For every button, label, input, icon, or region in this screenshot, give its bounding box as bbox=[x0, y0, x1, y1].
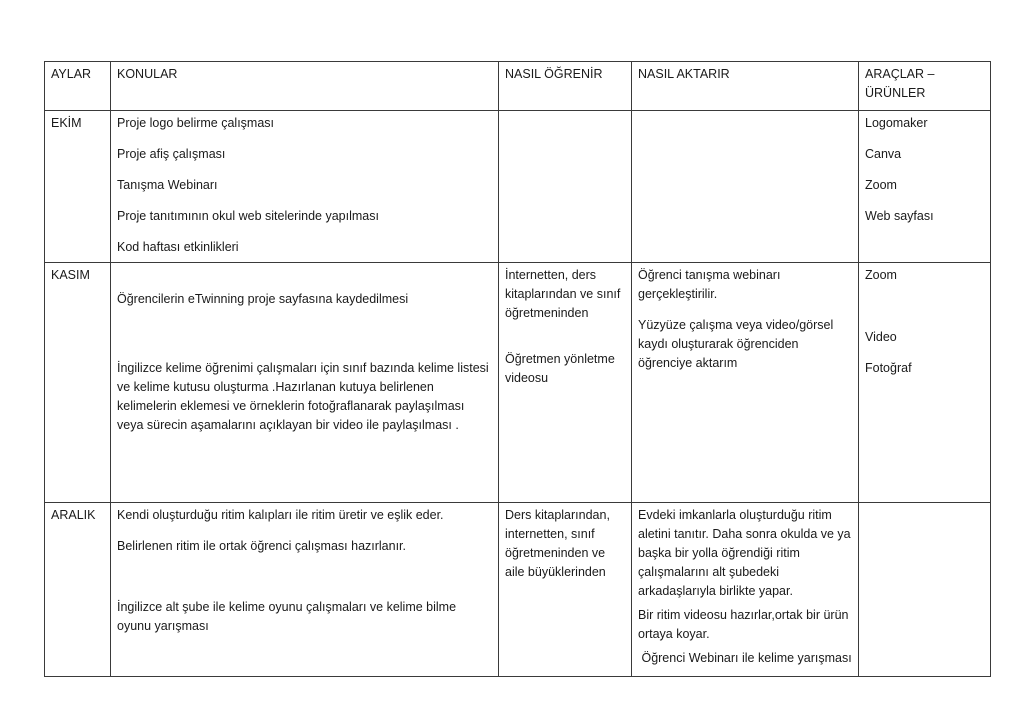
month-cell: KASIM bbox=[45, 263, 111, 503]
topic-item: Kendi oluşturduğu ritim kalıpları ile ritim üretir ve eşlik eder. bbox=[117, 508, 444, 522]
tool-item: Canva bbox=[865, 147, 902, 161]
learn-cell bbox=[499, 503, 632, 677]
topic-item: Belirlenen ritim ile ortak öğrenci çalışması hazırlanır. bbox=[117, 539, 407, 553]
topic-item: Proje tanıtımının okul web sitelerinde yapılması bbox=[117, 209, 379, 223]
tool-item: Web sayfası bbox=[865, 209, 934, 223]
header-cell-nasil-aktarir: NASIL AKTARIR bbox=[632, 62, 859, 111]
topic-item: Öğrencilerin eTwinning proje sayfasına kaydedilmesi bbox=[117, 292, 409, 306]
transfer-item: Öğrenci tanışma webinarı gerçekleştirilir. bbox=[638, 268, 781, 301]
learn-item: Ders kitaplarından, internetten, sınıf öğretmeninden ve aile büyüklerinden bbox=[505, 508, 610, 579]
tools-cell bbox=[859, 263, 991, 503]
tools-cell bbox=[859, 111, 991, 263]
topics-cell bbox=[111, 111, 499, 263]
table-row bbox=[45, 503, 991, 677]
transfer-item: Öğrenci Webinarı ile kelime yarışması bbox=[638, 651, 852, 665]
tool-item: Logomaker bbox=[865, 116, 928, 130]
transfer-item: Evdeki imkanlarla oluşturduğu ritim aletini tanıtır. Daha sonra okulda ve ya başka bir yolla öğrendiği ritim çalışmalarını alt şubedeki arkadaşlarıyla birlikte yapar. bbox=[638, 508, 851, 598]
topic-item: Tanışma Webinarı bbox=[117, 178, 218, 192]
tool-item: Zoom bbox=[865, 268, 897, 282]
topic-item: İngilizce kelime öğrenimi çalışmaları için sınıf bazında kelime listesi ve kelime kutusu oluşturma .Hazırlanan kutuya belirlenen kelimelerin eklemesi ve örneklerin fotoğraflanarak paylaşılması veya sürecin aşamalarını açıklayan bir video ile paylaşılması . bbox=[117, 361, 489, 432]
table-row bbox=[45, 263, 991, 503]
topic-item: Proje afiş çalışması bbox=[117, 147, 226, 161]
header-cell-araclar-urunler: ARAÇLAR – ÜRÜNLER bbox=[859, 62, 991, 111]
tool-item: Video bbox=[865, 330, 897, 344]
topics-cell bbox=[111, 503, 499, 677]
activity-plan-table bbox=[44, 61, 991, 677]
topic-item: Kod haftası etkinlikleri bbox=[117, 240, 239, 254]
tools-cell bbox=[859, 503, 991, 677]
transfer-cell bbox=[632, 263, 859, 503]
transfer-item: Bir ritim videosu hazırlar,ortak bir ürün ortaya koyar. bbox=[638, 608, 849, 641]
learn-cell bbox=[499, 263, 632, 503]
tool-item: Fotoğraf bbox=[865, 361, 912, 375]
learn-item: İnternetten, ders kitaplarından ve sınıf öğretmeninden bbox=[505, 268, 621, 320]
tool-item: Zoom bbox=[865, 178, 897, 192]
table-row bbox=[45, 111, 991, 263]
transfer-item: Yüzyüze çalışma veya video/görsel kaydı oluşturarak öğrenciden öğrenciye aktarım bbox=[638, 318, 834, 370]
learn-cell bbox=[499, 111, 632, 263]
header-cell-aylar: AYLAR bbox=[45, 62, 111, 111]
learn-item: Öğretmen yönletme videosu bbox=[505, 352, 615, 385]
transfer-cell bbox=[632, 111, 859, 263]
topic-item: Proje logo belirme çalışması bbox=[117, 116, 275, 130]
table-header-row bbox=[45, 62, 991, 111]
month-cell: EKİM bbox=[45, 111, 111, 263]
document-page bbox=[44, 61, 991, 677]
transfer-cell bbox=[632, 503, 859, 677]
topic-item: İngilizce alt şube ile kelime oyunu çalışmaları ve kelime bilme oyunu yarışması bbox=[117, 600, 457, 633]
month-cell: ARALIK bbox=[45, 503, 111, 677]
header-cell-nasil-ogrenir: NASIL ÖĞRENİR bbox=[499, 62, 632, 111]
header-cell-konular: KONULAR bbox=[111, 62, 499, 111]
topics-cell bbox=[111, 263, 499, 503]
